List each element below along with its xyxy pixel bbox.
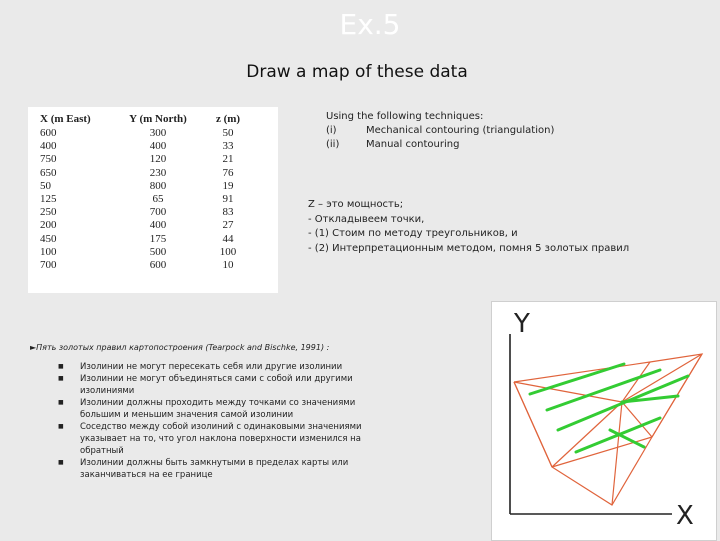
table-cell: 76 bbox=[222, 166, 234, 179]
slide-subtitle: Draw a map of these data bbox=[246, 62, 468, 82]
table-cell: 44 bbox=[222, 232, 234, 245]
table-row bbox=[40, 180, 258, 193]
russian-notes bbox=[308, 198, 629, 256]
triangle-edge bbox=[552, 402, 622, 467]
outer-boundary bbox=[514, 354, 702, 505]
rule-text: Изолинии не могут пересекать себя или другие изолинии bbox=[80, 362, 343, 372]
table-cell: 65 bbox=[152, 193, 164, 206]
rules-heading: ►Пять золотых правил картопостроения (Tearpock and Bischke, 1991) : bbox=[30, 343, 330, 352]
table-cell: 650 bbox=[40, 166, 57, 179]
table-row bbox=[40, 140, 258, 153]
bullet-icon: ■ bbox=[58, 459, 64, 466]
table-cell: 300 bbox=[149, 127, 167, 139]
table-cell: 700 bbox=[149, 206, 167, 219]
technique-item bbox=[326, 138, 554, 152]
data-table-image bbox=[28, 107, 278, 293]
note-line: - (1) Стоим по методу треугольников, и bbox=[308, 228, 518, 239]
table-cell: 50 bbox=[222, 127, 234, 139]
technique-text: Mechanical contouring (triangulation) bbox=[366, 125, 555, 136]
table-cell: 83 bbox=[222, 206, 234, 219]
table-header-row bbox=[40, 112, 258, 127]
techniques-block bbox=[326, 110, 554, 152]
table-cell: 400 bbox=[40, 140, 57, 153]
table-row bbox=[40, 153, 258, 166]
bullet-icon: ■ bbox=[58, 375, 64, 382]
techniques-intro: Using the following techniques: bbox=[326, 111, 484, 122]
table-cell: 100 bbox=[219, 245, 237, 258]
table-row bbox=[40, 233, 258, 246]
table-cell: 10 bbox=[222, 259, 234, 272]
rule-item bbox=[58, 361, 398, 373]
y-axis-label: Y bbox=[514, 309, 530, 339]
table-cell: 600 bbox=[40, 127, 57, 139]
table-cell: 175 bbox=[149, 232, 167, 245]
column-header: Y (m North) bbox=[129, 112, 187, 125]
table-cell: 100 bbox=[40, 245, 57, 258]
technique-number: (i) bbox=[326, 125, 337, 136]
bullet-icon: ■ bbox=[58, 423, 64, 430]
table-cell: 200 bbox=[40, 219, 57, 232]
table-cell: 27 bbox=[222, 219, 234, 232]
table-cell: 400 bbox=[149, 140, 167, 153]
table-cell: 750 bbox=[40, 153, 57, 166]
table-row bbox=[40, 259, 258, 272]
table-row bbox=[40, 246, 258, 259]
table-cell: 125 bbox=[40, 193, 57, 206]
contour-segment bbox=[530, 364, 624, 394]
table-cell: 800 bbox=[149, 179, 167, 192]
table-cell: 33 bbox=[222, 140, 234, 153]
rules-list bbox=[58, 361, 398, 481]
column-header: X (m East) bbox=[40, 112, 91, 125]
triangle-edge bbox=[514, 382, 552, 467]
table-cell: 250 bbox=[40, 206, 57, 219]
rule-item bbox=[58, 397, 398, 421]
bullet-icon: ■ bbox=[58, 363, 64, 370]
table-cell: 230 bbox=[149, 166, 167, 179]
technique-number: (ii) bbox=[326, 139, 340, 150]
table-cell: 50 bbox=[40, 179, 51, 192]
table-cell: 400 bbox=[149, 219, 167, 232]
rule-text: Соседство между собой изолиний с одинаковыми значениями указывает на то, что угол наклона поверхности изменился на обратный bbox=[80, 422, 362, 456]
triangulation-edges bbox=[514, 354, 702, 505]
technique-item bbox=[326, 124, 554, 138]
table-cell: 120 bbox=[149, 153, 167, 166]
data-table bbox=[40, 112, 258, 272]
table-cell: 91 bbox=[222, 193, 234, 206]
column-header: z (m) bbox=[215, 112, 241, 125]
table-cell: 21 bbox=[222, 153, 234, 166]
table-row bbox=[40, 127, 258, 140]
rule-text: Изолинии должны проходить между точками со значениями большим и меньшим значения самой изолинии bbox=[80, 398, 356, 420]
triangle-edge bbox=[514, 382, 622, 402]
note-line: - (2) Интерпретационным методом, помня 5 золотых правил bbox=[308, 242, 630, 254]
table-row bbox=[40, 206, 258, 219]
bullet-icon: ■ bbox=[58, 399, 64, 406]
rule-item bbox=[58, 421, 398, 457]
triangulation-sketch bbox=[491, 301, 717, 541]
x-axis-label: X bbox=[676, 501, 694, 531]
table-row bbox=[40, 167, 258, 180]
table-cell: 600 bbox=[149, 259, 167, 272]
rule-text: Изолинии должны быть замкнутыми в пределах карты или заканчиваться на ее границе bbox=[80, 458, 349, 480]
technique-text: Manual contouring bbox=[366, 139, 460, 150]
table-cell: 500 bbox=[149, 245, 167, 258]
table-row bbox=[40, 193, 258, 206]
table-cell: 450 bbox=[40, 232, 57, 245]
table-cell: 19 bbox=[222, 179, 234, 192]
rule-item bbox=[58, 457, 398, 481]
rule-item bbox=[58, 373, 398, 397]
slide-title: Ex.5 bbox=[339, 8, 401, 41]
rule-text: Изолинии не могут объединяться сами с собой или другими изолиниями bbox=[80, 374, 353, 396]
note-line: Z – это мощность; bbox=[308, 199, 404, 210]
table-row bbox=[40, 219, 258, 232]
table-cell: 700 bbox=[40, 259, 57, 272]
note-line: - Откладывеем точки, bbox=[308, 213, 425, 225]
sketch-svg bbox=[492, 302, 716, 540]
